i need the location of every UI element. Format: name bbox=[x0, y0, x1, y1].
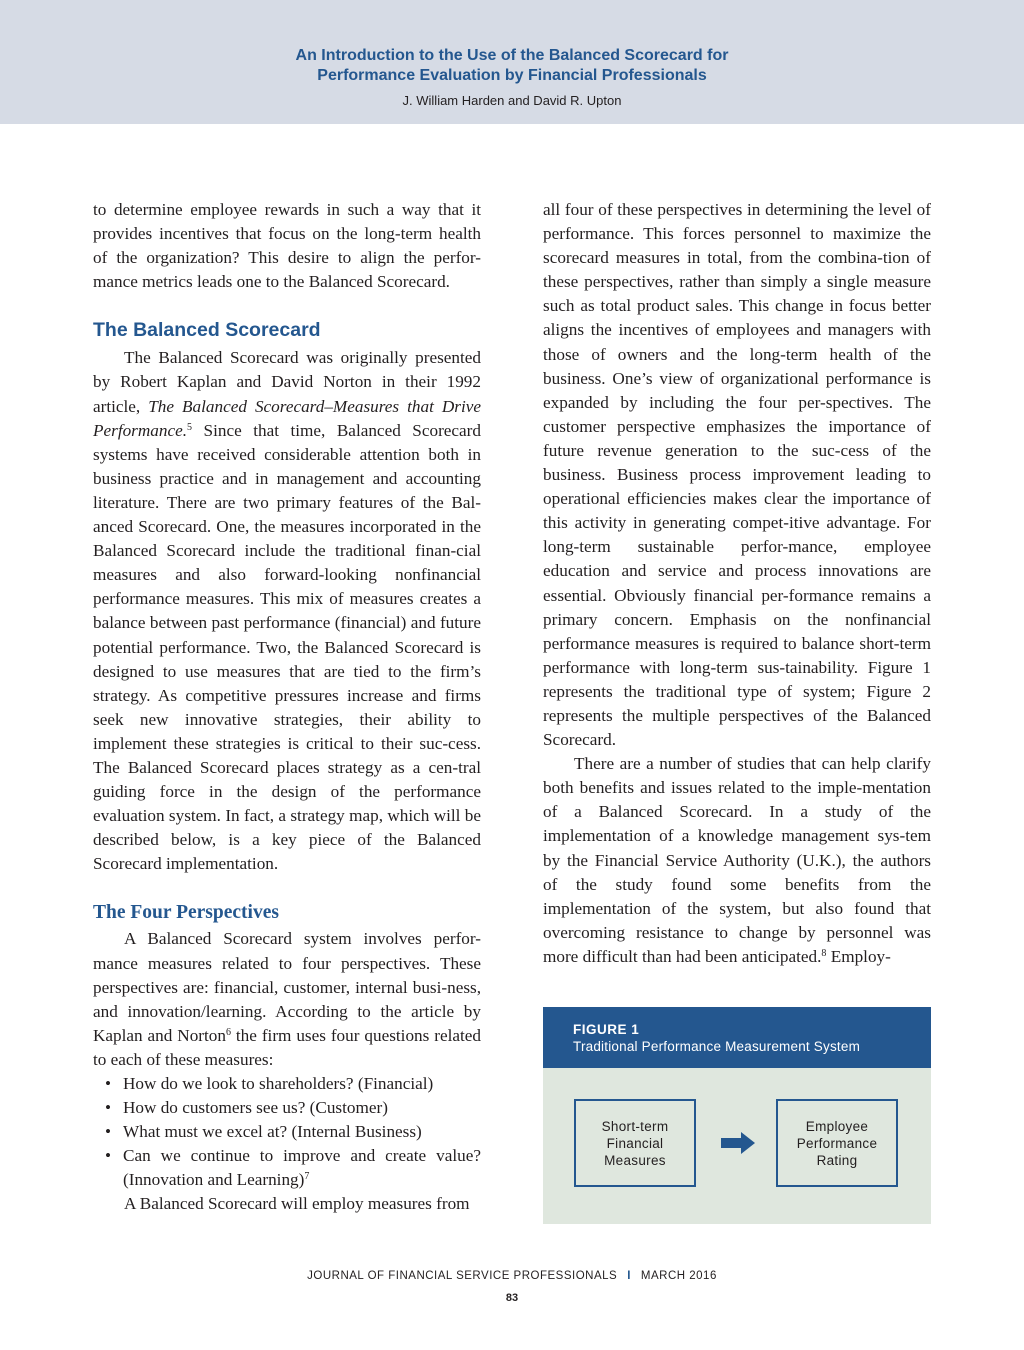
left-column bbox=[93, 198, 481, 1217]
footnote-marker: 6 bbox=[225, 1026, 231, 1038]
list-item: • How do customers see us? (Customer) bbox=[105, 1096, 481, 1120]
paragraph bbox=[93, 346, 481, 876]
list-item: • What must we excel at? (Internal Business) bbox=[105, 1120, 481, 1144]
article-reference-title: The Balanced Scorecard–Measures that Drive Performance. bbox=[93, 396, 481, 440]
paragraph-text: the firm uses four questions related to each of these measures: bbox=[93, 1025, 481, 1069]
page-footer bbox=[0, 1270, 1024, 1282]
running-header bbox=[0, 0, 1024, 124]
short-term-financial-measures-box bbox=[574, 1099, 696, 1187]
article-title-line-2: Performance Evaluation by Financial Professionals bbox=[317, 67, 707, 84]
right-arrow-icon bbox=[721, 1132, 755, 1154]
paragraph-text: Since that time, Balanced Scorecard systems have received considerable attention both in business practice and in management and accounting literature. There are two primary features of the Bal-anced Scorecard. One, the measures incorporated in the Balanced Scorecard include the traditional finan-cial measures and also forward-looking nonfinancial performance measures. This mix of measures creates a balance between past performance (financial) and future potential performance. Two, the Balanced Scorecard is designed to use measures that are tied to the firm’s strategy. As competitive pressures increase and firms seek new innovative strategies, their ability to implement these strategies is critical to their suc-cess. The Balanced Scorecard places strategy as a cen-tral guiding force in the design of the performance evaluation system. In fact, a strategy map, which will be described below, is a key piece of the Balanced Scorecard implementation. bbox=[93, 420, 481, 874]
box-label: Short-term Financial Measures bbox=[601, 1118, 669, 1168]
paragraph: to determine employee rewards in such a way that it provides incentives that focus on the long-term health of the organization? This desire to align the perfor-mance metrics leads one to the Balanced Scorecard. bbox=[93, 200, 481, 292]
page-number: 83 bbox=[505, 1292, 519, 1304]
perspective-questions-list bbox=[93, 1072, 481, 1192]
figure-caption: Traditional Performance Measurement System bbox=[573, 1039, 861, 1054]
section-heading-balanced-scorecard: The Balanced Scorecard bbox=[93, 319, 321, 342]
issue-date: MARCH 2016 bbox=[640, 1270, 717, 1282]
paragraph-text: A Balanced Scorecard system involves perfor-mance measures related to four perspectives. These perspectives are: financial, customer, internal busi-ness, and innovation/learning. According to the article by Kaplan and Norton bbox=[93, 929, 481, 1045]
box-label: Employee Performance Rating bbox=[796, 1118, 878, 1168]
list-item bbox=[105, 1144, 481, 1192]
footnote-marker: 7 bbox=[304, 1171, 310, 1183]
paragraph-text: Employ- bbox=[826, 946, 891, 966]
paragraph-text: There are a number of studies that can help clarify both benefits and issues related to the imple-mentation of a Balanced Scorecard. In a study of the implementation of a knowledge management sys-tem by the Financial Service Authority (U.K.), the authors of the study found some benefits from the implementation of the system, but also found that overcoming resistance to change by personnel was more difficult than had been anticipated. bbox=[543, 754, 931, 966]
section-heading-four-perspectives: The Four Perspectives bbox=[93, 902, 279, 924]
paragraph bbox=[93, 927, 481, 1072]
paragraph bbox=[543, 752, 931, 969]
footer-separator: I bbox=[627, 1270, 631, 1282]
paragraph: all four of these perspectives in determining the level of performance. This forces personnel to maximize the scorecard measures in total, from the combina-tion of these perspectives, rather than simply a single measure such as total product sales. This change in focus better aligns the incentives of employees and managers with those of owners and the long-term health of the business. One’s view of organizational performance is expanded by including the four per-spectives. The customer perspective emphasizes the importance of future revenue generation to the suc-cess of the business. Business process improvement leading to operational efficiencies makes clear the importance of this activity in generating compet-itive advantage. For long-term sustainable perfor-mance, employee education and service and process innovations are essential. Obviously financial per-formance remains a primary concern. Emphasis on the nonfinancial performance measures is required to balance short-term performance with long-term sus-tainability. Figure 1 represents the traditional type of system; Figure 2 represents the multiple perspectives of the Balanced Scorecard. bbox=[543, 200, 931, 750]
article-title-line-1: An Introduction to the Use of the Balanced Scorecard for bbox=[295, 47, 729, 64]
paragraph-text: The Balanced Scorecard was originally presented by Robert Kaplan and David Norton in their 1992 article, bbox=[93, 348, 481, 416]
employee-performance-rating-box bbox=[776, 1099, 898, 1187]
footnote-marker: 5 bbox=[187, 421, 193, 433]
article-title bbox=[0, 46, 1024, 86]
footnote-marker: 8 bbox=[821, 947, 827, 959]
list-item: • How do we look to shareholders? (Financial) bbox=[105, 1072, 481, 1096]
journal-name: JOURNAL OF FINANCIAL SERVICE PROFESSIONALS bbox=[307, 1270, 618, 1282]
figure-label: FIGURE 1 bbox=[573, 1022, 640, 1037]
figure-1 bbox=[543, 1007, 931, 1224]
paragraph: A Balanced Scorecard will employ measures from bbox=[124, 1194, 470, 1214]
right-column bbox=[543, 198, 931, 969]
article-authors: J. William Harden and David R. Upton bbox=[402, 93, 622, 108]
figure-header bbox=[543, 1007, 931, 1068]
list-item-text: Can we continue to improve and create value? (Innovation and Learning) bbox=[123, 1146, 481, 1190]
